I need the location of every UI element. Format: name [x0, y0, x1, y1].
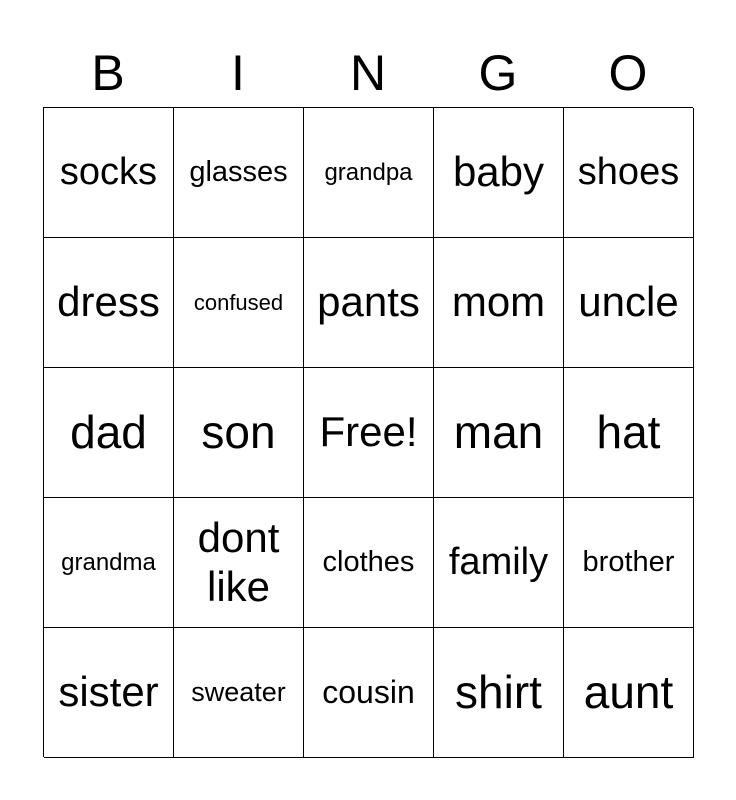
cell-text: son	[201, 406, 276, 459]
cell-text: family	[448, 540, 549, 583]
bingo-cell[interactable]	[174, 498, 304, 628]
header-letter-g: G	[478, 45, 518, 101]
header-letter-b: B	[91, 45, 125, 101]
cell-text: shirt	[455, 666, 542, 719]
cell-text: cousin	[322, 674, 415, 711]
cell-text: pants	[317, 278, 420, 326]
bingo-cell[interactable]	[44, 628, 174, 758]
cell-text: uncle	[578, 278, 679, 326]
cell-text: confused	[193, 289, 284, 315]
bingo-grid	[43, 107, 693, 757]
cell-text: hat	[596, 406, 661, 459]
bingo-cell[interactable]	[44, 368, 174, 498]
cell-text: shoes	[577, 150, 680, 193]
cell-text: dont like	[197, 514, 280, 610]
cell-text: sister	[58, 668, 159, 716]
bingo-cell[interactable]	[174, 628, 304, 758]
bingo-cell[interactable]	[304, 108, 434, 238]
cell-text: mom	[451, 278, 546, 326]
bingo-cell[interactable]	[564, 108, 694, 238]
bingo-header	[43, 40, 693, 106]
cell-text: dress	[57, 278, 160, 326]
cell-text: brother	[582, 545, 675, 578]
bingo-cell[interactable]	[434, 368, 564, 498]
bingo-cell[interactable]	[564, 628, 694, 758]
bingo-cell[interactable]	[434, 108, 564, 238]
bingo-cell[interactable]	[564, 498, 694, 628]
bingo-cell[interactable]	[434, 238, 564, 368]
bingo-cell[interactable]	[174, 238, 304, 368]
cell-text: grandpa	[324, 158, 413, 186]
cell-text: sweater	[191, 676, 286, 707]
cell-text: baby	[452, 148, 545, 196]
cell-text: grandma	[61, 548, 156, 576]
bingo-cell[interactable]	[44, 108, 174, 238]
cell-text: socks	[59, 150, 158, 193]
bingo-cell[interactable]	[434, 498, 564, 628]
bingo-cell[interactable]	[304, 498, 434, 628]
bingo-cell[interactable]	[44, 238, 174, 368]
bingo-cell[interactable]	[174, 368, 304, 498]
bingo-cell[interactable]	[44, 498, 174, 628]
header-letter-o: O	[608, 45, 648, 101]
bingo-cell[interactable]	[174, 108, 304, 238]
bingo-cell[interactable]	[434, 628, 564, 758]
bingo-cell[interactable]	[564, 238, 694, 368]
header-letter-n: N	[349, 45, 387, 101]
bingo-cell[interactable]	[304, 238, 434, 368]
free-space-cell[interactable]	[304, 368, 434, 498]
header-letter-i: I	[231, 45, 245, 101]
cell-text: dad	[70, 406, 147, 459]
cell-text: man	[453, 406, 544, 459]
bingo-cell[interactable]	[564, 368, 694, 498]
bingo-cell[interactable]	[304, 628, 434, 758]
free-space-text: Free!	[319, 408, 418, 456]
cell-text: glasses	[189, 155, 288, 188]
cell-text: aunt	[583, 666, 674, 719]
cell-text: clothes	[322, 545, 415, 578]
